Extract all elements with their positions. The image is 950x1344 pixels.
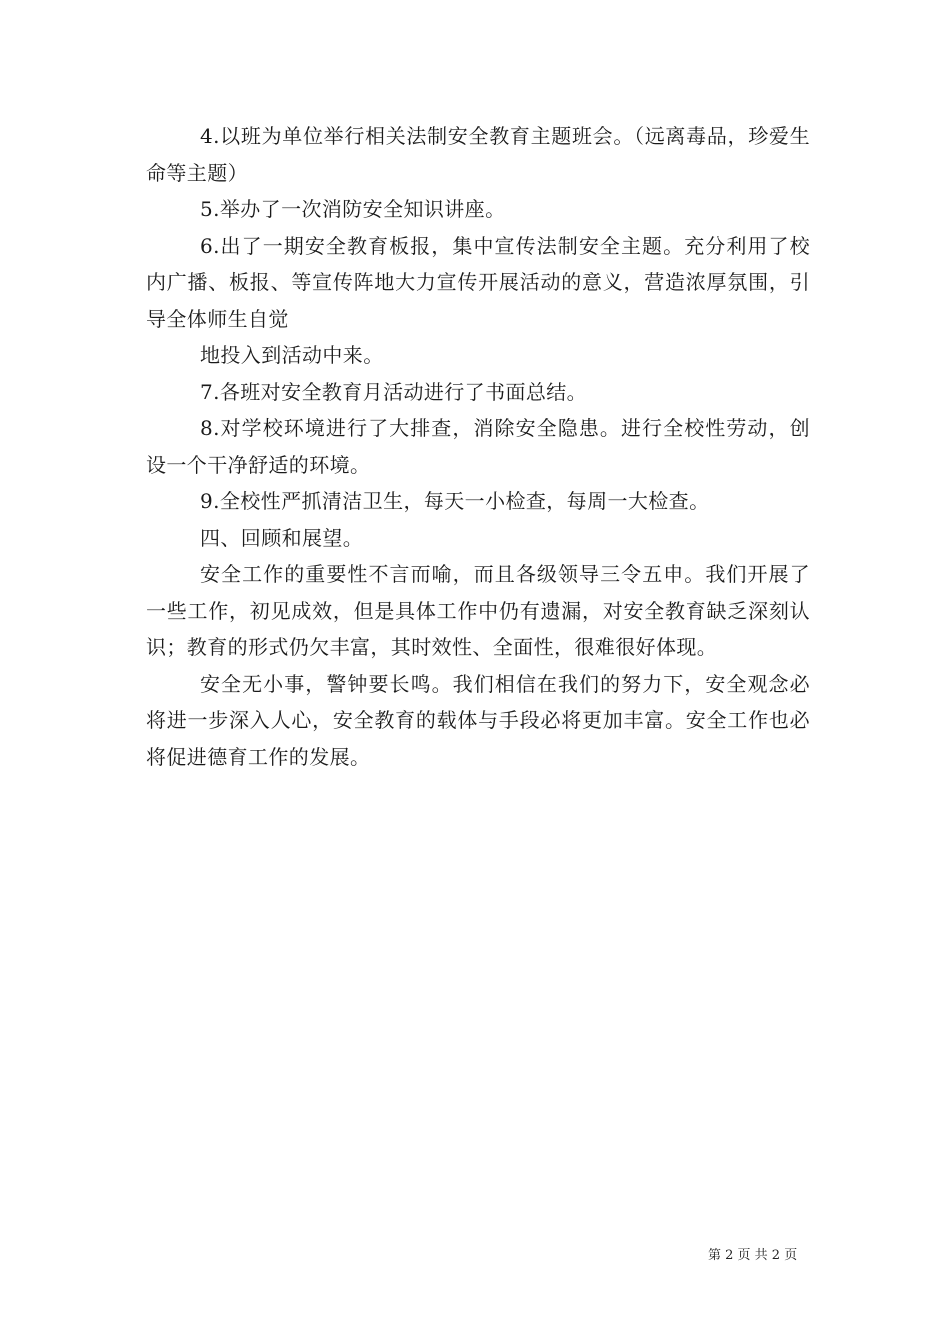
document-body: [146, 118, 810, 775]
paragraph-item-6: 6.出了一期安全教育板报，集中宣传法制安全主题。充分利用了校内广播、板报、等宣传阵地大力宣传开展活动的意义，营造浓厚氛围，引导全体师生自觉: [146, 233, 810, 331]
paragraph-outlook: 安全无小事，警钟要长鸣。我们相信在我们的努力下，安全观念必将进一步深入人心，安全教育的载体与手段必将更加丰富。安全工作也必将促进德育工作的发展。: [146, 671, 810, 769]
paragraph-item-8: 8.对学校环境进行了大排查，消除安全隐患。进行全校性劳动，创设一个干净舒适的环境。: [146, 416, 810, 477]
paragraph-item-4: 4.以班为单位举行相关法制安全教育主题班会。（远离毒品，珍爱生命等主题）: [146, 124, 810, 185]
page-number-footer: 第 2 页 共 2 页: [708, 1248, 798, 1263]
paragraph-item-5: 5.举办了一次消防安全知识讲座。: [200, 197, 506, 221]
paragraph-review: 安全工作的重要性不言而喻，而且各级领导三令五申。我们开展了一些工作，初见成效，但是具体工作中仍有遗漏，对安全教育缺乏深刻认识；教育的形式仍欠丰富，其时效性、全面性，很难很好体现。: [146, 562, 810, 659]
section-heading-review: 四、回顾和展望。: [200, 525, 364, 550]
paragraph-item-7: 7.各班对安全教育月活动进行了书面总结。: [200, 379, 588, 404]
paragraph-continuation: 地投入到活动中来。: [200, 343, 384, 367]
paragraph-item-9: 9.全校性严抓清洁卫生，每天一小检查，每周一大检查。: [200, 489, 710, 513]
